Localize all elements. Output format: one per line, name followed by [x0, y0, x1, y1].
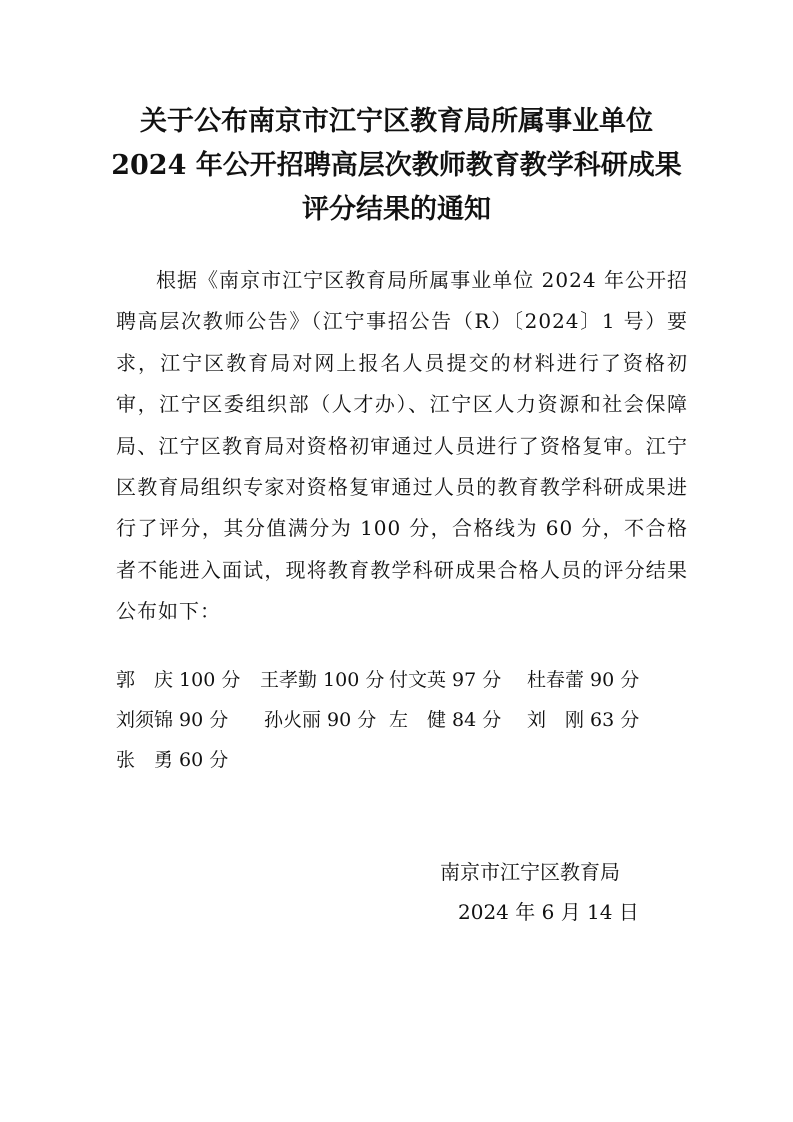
score-entry: 张 勇 60 分	[116, 749, 229, 771]
score-row	[116, 740, 696, 780]
issuing-organization: 南京市江宁区教育局	[440, 860, 620, 884]
score-entry: 刘须锦 90 分	[116, 709, 229, 731]
score-entry: 杜春蕾 90 分	[527, 669, 640, 691]
score-entry: 左 健 84 分	[389, 709, 502, 731]
score-entry: 刘 刚 63 分	[527, 709, 640, 731]
signature-block	[440, 852, 640, 932]
score-row	[116, 700, 696, 740]
document-title	[0, 100, 793, 232]
score-entry: 孙火丽 90 分	[264, 709, 377, 731]
score-entry: 付文英 97 分	[389, 669, 502, 691]
title-line-1: 关于公布南京市江宁区教育局所属事业单位	[140, 106, 653, 137]
body-paragraph: 根据《南京市江宁区教育局所属事业单位 2024 年公开招聘高层次教师公告》（江宁事招公告（R）〔2024〕1 号）要求，江宁区教育局对网上报名人员提交的材料进行了资格初审，江宁区委组织部（人才办）、江宁区人力资源和社会保障局、江宁区教育局对资格初审通过人员进行了资格复审。江宁区教育局组织专家对资格复审通过人员的教育教学科研成果进行了评分，其分值满分为 100 分，合格线为 60 分，不合格者不能进入面试，现将教育教学科研成果合格人员的评分结果公布如下：	[116, 268, 688, 624]
title-line-3: 评分结果的通知	[302, 194, 491, 225]
score-row	[116, 660, 696, 700]
issue-date: 2024 年 6 月 14 日	[458, 900, 639, 924]
score-list	[116, 660, 696, 780]
title-line-2: 2024 年公开招聘高层次教师教育教学科研成果	[111, 150, 682, 181]
score-entry: 王孝勤 100 分	[260, 669, 385, 691]
score-entry: 郭 庆 100 分	[116, 669, 241, 691]
